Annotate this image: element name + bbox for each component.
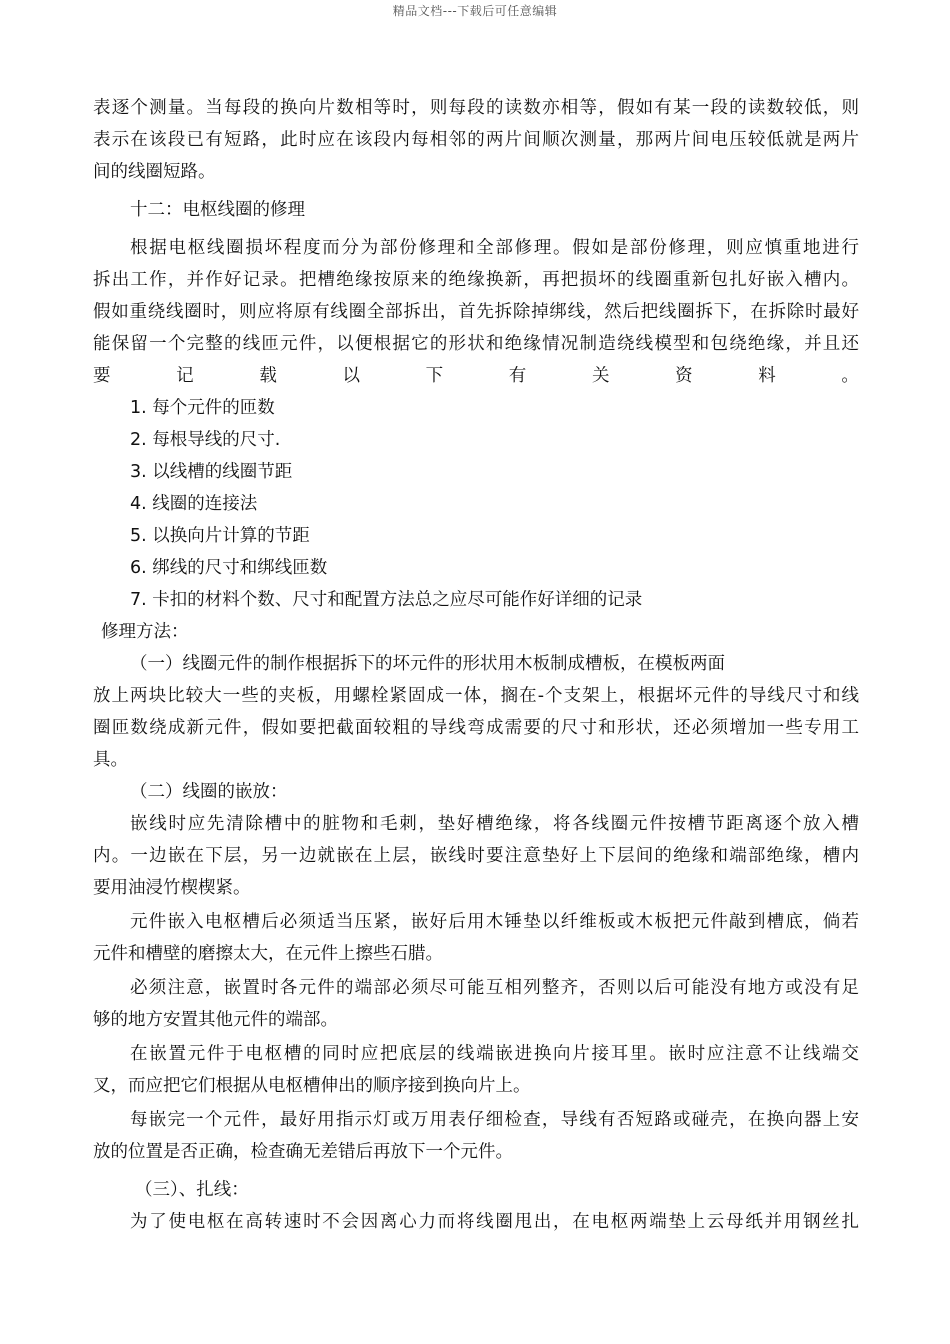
page-header: 精品文档---下载后可任意编辑 bbox=[392, 4, 558, 18]
spaced-char: 资 bbox=[675, 366, 693, 386]
spaced-char: 。 bbox=[841, 366, 859, 386]
spaced-text-line bbox=[93, 360, 859, 392]
text-line: 为了使电枢在高转速时不会因离心力而将线圈甩出，在电枢两端垫上云母纸并用钢丝扎 bbox=[130, 1212, 859, 1232]
text-line: 要用油浸竹楔楔紧。 bbox=[93, 878, 251, 898]
text-line: 在嵌置元件于电枢槽的同时应把底层的线端嵌进换向片接耳里。嵌时应注意不让线端交 bbox=[130, 1044, 859, 1064]
text-line: 放的位置是否正确，检查确无差错后再放下一个元件。 bbox=[93, 1142, 513, 1162]
section-heading: 修理方法： bbox=[101, 622, 189, 642]
spaced-char: 载 bbox=[259, 366, 277, 386]
text-line: 表逐个测量。当每段的换向片数相等时，则每段的读数亦相等，假如有某一段的读数较低，则 bbox=[93, 98, 859, 118]
list-item: 1. 每个元件的匝数 bbox=[130, 398, 275, 418]
list-item: 5. 以换向片计算的节距 bbox=[130, 526, 310, 546]
text-line: 元件和槽壁的磨擦太大，在元件上擦些石腊。 bbox=[93, 944, 443, 964]
text-line: 能保留一个完整的线匝元件，以便根据它的形状和绝缘情况制造绕线模型和包绕绝缘，并且还 bbox=[93, 334, 859, 354]
spaced-char: 下 bbox=[425, 366, 444, 386]
document-body bbox=[93, 92, 859, 1238]
list-item: 4. 线圈的连接法 bbox=[130, 494, 258, 514]
list-item: 6. 绑线的尺寸和绑线匝数 bbox=[130, 558, 328, 578]
text-line: 内。一边嵌在下层，另一边就嵌在上层，嵌线时要注意垫好上下层间的绝缘和端部绝缘，槽内 bbox=[93, 846, 859, 866]
text-line: 元件嵌入电枢槽后必须适当压紧，嵌好后用木锤垫以纤维板或木板把元件敲到槽底，倘若 bbox=[130, 912, 859, 932]
text-line: 圈匝数绕成新元件，假如要把截面较粗的导线弯成需要的尺寸和形状，还必须增加一些专用工 bbox=[93, 718, 859, 738]
spaced-char: 以 bbox=[342, 366, 360, 386]
text-line: 放上两块比较大一些的夹板，用螺栓紧固成一体，搁在-个支架上，根据坏元件的导线尺寸和线 bbox=[93, 686, 859, 706]
text-line: （一）线圈元件的制作根据拆下的坏元件的形状用木板制成槽板，在模板两面 bbox=[130, 654, 725, 674]
section-heading: （三）、扎线： bbox=[135, 1180, 249, 1200]
text-line: 根据电枢线圈损坏程度而分为部份修理和全部修理。假如是部份修理，则应慎重地进行 bbox=[130, 238, 859, 258]
spaced-char: 记 bbox=[176, 366, 194, 386]
text-line: 间的线圈短路。 bbox=[93, 162, 216, 182]
list-item: 2. 每根导线的尺寸. bbox=[130, 430, 281, 450]
section-heading: （二）线圈的嵌放： bbox=[130, 782, 288, 802]
spaced-char: 关 bbox=[591, 366, 610, 386]
text-line: 拆出工作，并作好记录。把槽绝缘按原来的绝缘换新，再把损坏的线圈重新包扎好嵌入槽内。 bbox=[93, 270, 859, 290]
list-item: 3. 以线槽的线圈节距 bbox=[130, 462, 293, 482]
text-line: 叉，而应把它们根据从电枢槽伸出的顺序接到换向片上。 bbox=[93, 1076, 531, 1096]
text-line: 必须注意，嵌置时各元件的端部必须尽可能互相列整齐，否则以后可能没有地方或没有足 bbox=[130, 978, 859, 998]
text-line: 具。 bbox=[93, 750, 128, 770]
text-line: 够的地方安置其他元件的端部。 bbox=[93, 1010, 338, 1030]
spaced-char: 要 bbox=[93, 366, 111, 386]
text-line: 假如重绕线圈时，则应将原有线圈全部拆出，首先拆除掉绑线，然后把线圈拆下，在拆除时最好 bbox=[93, 302, 859, 322]
section-heading: 十二：电枢线圈的修理 bbox=[130, 200, 305, 220]
text-line: 每嵌完一个元件，最好用指示灯或万用表仔细检查，导线有否短路或碰壳，在换向器上安 bbox=[130, 1110, 859, 1130]
list-item: 7. 卡扣的材料个数、尺寸和配置方法总之应尽可能作好详细的记录 bbox=[130, 590, 643, 610]
text-line: 表示在该段已有短路，此时应在该段内每相邻的两片间顺次测量，那两片间电压较低就是两片 bbox=[93, 130, 859, 150]
text-line: 嵌线时应先清除槽中的脏物和毛刺，垫好槽绝缘，将各线圈元件按槽节距离逐个放入槽 bbox=[130, 814, 859, 834]
spaced-char: 料 bbox=[758, 366, 776, 386]
spaced-char: 有 bbox=[508, 366, 527, 386]
